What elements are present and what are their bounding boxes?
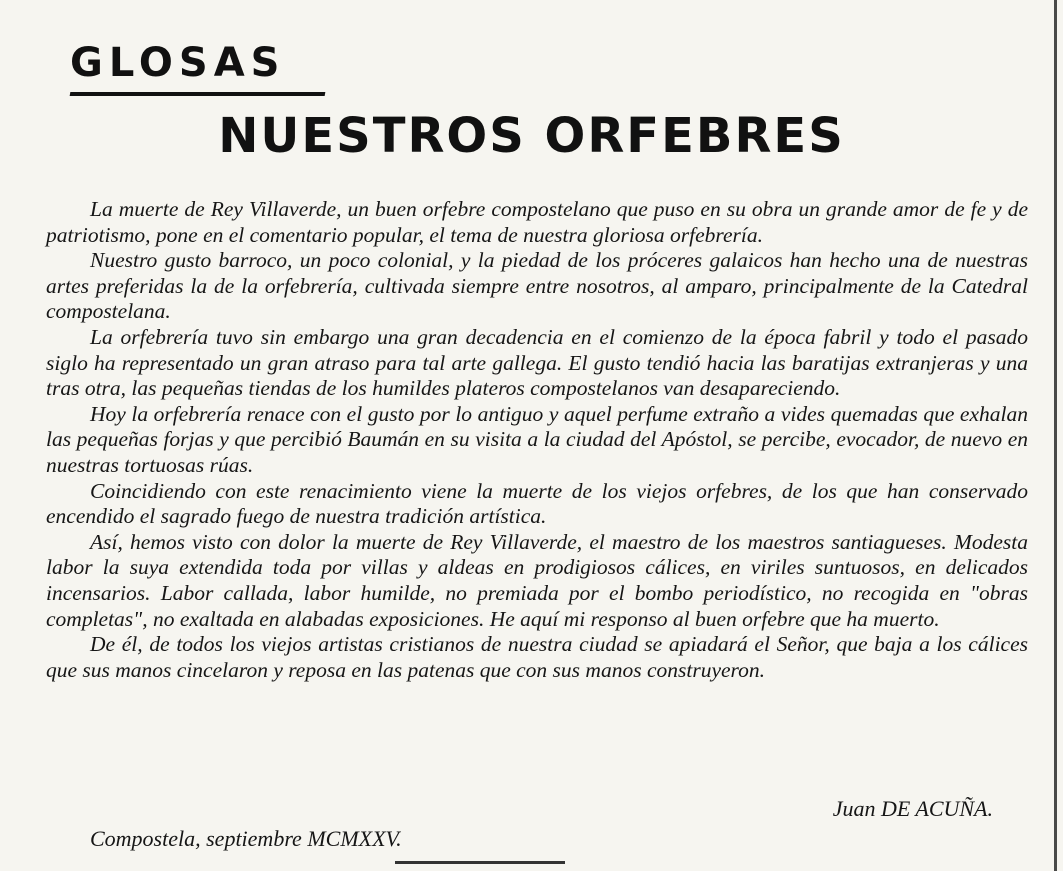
closing-rule (395, 861, 565, 864)
section-title: GLOSAS (70, 40, 286, 86)
article-title: NUESTROS ORFEBRES (218, 108, 845, 164)
section-underline (70, 92, 326, 96)
paragraph: Nuestro gusto barroco, un poco colonial, y la piedad de los próceres galaicos han hecho una de nuestras artes preferidas la de la orfebrería, cultivada siempre entre nosotros, al amparo, principalmente de la Catedral compostelana. (46, 248, 1028, 324)
paragraph: La muerte de Rey Villaverde, un buen orfebre compostelano que puso en su obra un grande amor de fe y de patriotismo, pone en el comentario popular, el tema de nuestra gloriosa orfebrería. (46, 197, 1028, 247)
author-signature: Juan DE ACUÑA. (832, 796, 993, 821)
paragraph: De él, de todos los viejos artistas cristianos de nuestra ciudad se apiadará el Señor, que baja a los cálices que sus manos cincelaron y reposa en las patenas que con sus manos construyeron. (46, 632, 1028, 682)
paragraph: La orfebrería tuvo sin embargo una gran decadencia en el comienzo de la época fabril y todo el pasado siglo ha representado un gran atraso para tal arte gallega. El gusto tendió hacia las baratijas extranjeras y una tras otra, las pequeñas tiendas de los humildes plateros compostelanos van desapareciendo. (46, 324, 1028, 401)
paragraph: Hoy la orfebrería renace con el gusto por lo antiguo y aquel perfume extraño a vides quemadas que exhalan las pequeñas forjas y que percibió Baumán en su visita a la ciudad del Apóstol, se percibe, evocador, de nuevo en nuestras tortuosas rúas. (46, 401, 1028, 477)
article-body (46, 197, 1028, 683)
paragraph: Coincidiendo con este renacimiento viene la muerte de los viejos orfebres, de los que han conservado encendido el sagrado fuego de nuestra tradición artística. (46, 478, 1028, 529)
paragraph: Así, hemos visto con dolor la muerte de Rey Villaverde, el maestro de los maestros santiagueses. Modesta labor la suya extendida toda por villas y aldeas en prodigiosos cálices, en viriles suntuosos, en delicados incensarios. Labor callada, labor humilde, no premiada por el bombo periodístico, no recogida en "obras completas", no exaltada en alabadas exposiciones. He aquí mi responso al buen orfebre que ha muerto. (46, 529, 1028, 631)
dateline: Compostela, septiembre MCMXXV. (90, 826, 402, 851)
